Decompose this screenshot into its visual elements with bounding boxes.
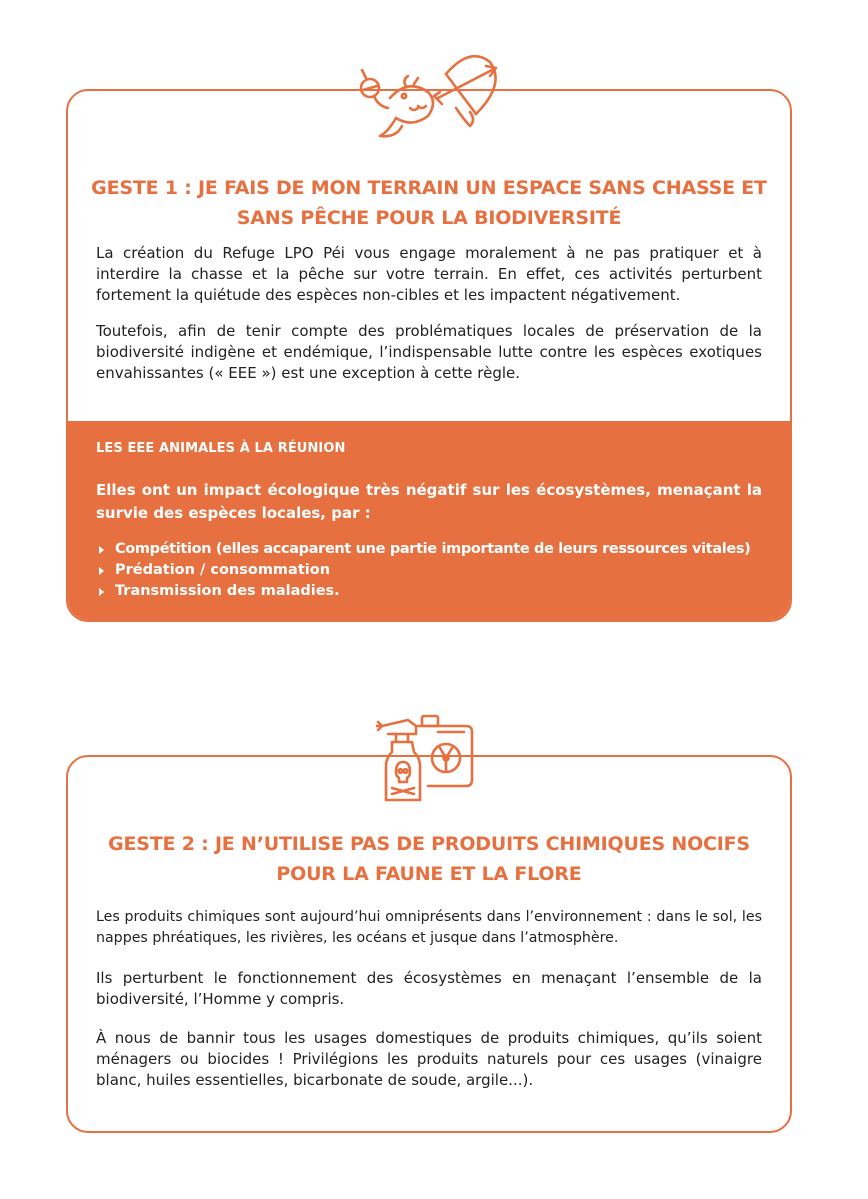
geste-1-title-line-1: GESTE 1 : JE FAIS DE MON TERRAIN UN ESPACE SANS CHASSE ET	[91, 177, 767, 199]
geste-1-title	[68, 173, 790, 233]
eee-info-box	[68, 421, 790, 620]
geste-2-title	[68, 829, 790, 889]
eee-box-title: LES EEE ANIMALES À LA RÉUNION	[96, 441, 346, 456]
geste-2-paragraph-2: Ils perturbent le fonctionnement des écosystèmes en menaçant l’ensemble de la biodiversité, l’Homme y compris.	[96, 969, 762, 1008]
geste-2-paragraph-3: À nous de bannir tous les usages domestiques de produits chimiques, qu’ils soient ménagers ou biocides ! Privilégions les produits naturels pour ces usages (vinaigre blanc, huiles essentielles, bicarbonate de soude, argile...).	[96, 1029, 762, 1089]
triangle-bullet-icon	[99, 567, 104, 575]
list-item: Transmission des maladies.	[96, 581, 770, 602]
triangle-bullet-icon	[99, 546, 104, 554]
hunting-fishing-icon	[352, 48, 502, 140]
geste-1-paragraph-2: Toutefois, afin de tenir compte des problématiques locales de préservation de la biodiversité indigène et endémique, l’indispensable lutte contre les espèces exotiques envahissantes (« EEE ») est une exception à cette règle.	[96, 322, 762, 382]
list-item: Compétition (elles accaparent une partie importante de leurs ressources vitales)	[96, 539, 770, 560]
geste-1-title-line-2: SANS PÊCHE POUR LA BIODIVERSITÉ	[236, 207, 622, 229]
eee-box-intro: Elles ont un impact écologique très négatif sur les écosystèmes, menaçant la survie des espèces locales, par :	[96, 481, 762, 522]
geste-2-card	[66, 755, 792, 1133]
geste-2-paragraph-1: Les produits chimiques sont aujourd’hui omniprésents dans l’environnement : dans le sol, les nappes phréatiques, les rivières, les océans et jusque dans l’atmosphère.	[96, 909, 762, 946]
geste-1-paragraph-1: La création du Refuge LPO Péi vous engage moralement à ne pas pratiquer et à interdire la chasse et la pêche sur votre terrain. En effet, ces activités perturbent fortement la quiétude des espèces non-cibles et les impactent négativement.	[96, 244, 762, 304]
geste-2-title-line-1: GESTE 2 : JE N’UTILISE PAS DE PRODUITS CHIMIQUES NOCIFS	[108, 833, 750, 855]
geste-1-card	[66, 89, 792, 622]
geste-2-title-line-2: POUR LA FAUNE ET LA FLORE	[276, 863, 582, 885]
list-item: Prédation / consommation	[96, 560, 770, 581]
chemical-products-icon	[376, 700, 480, 804]
triangle-bullet-icon	[99, 588, 104, 596]
eee-impact-list	[96, 539, 770, 602]
